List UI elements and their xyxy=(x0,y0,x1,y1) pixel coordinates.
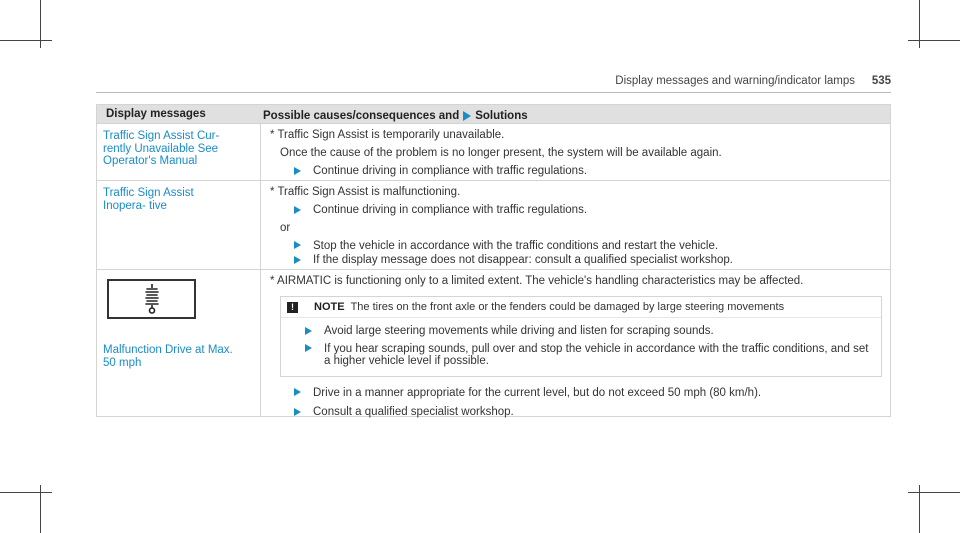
col-header-causes-label: Possible causes/consequences and xyxy=(263,109,460,122)
action-text: Avoid large steering movements while driving and listen for scraping sounds. xyxy=(324,325,714,337)
cause-text: * Traffic Sign Assist is malfunctioning. xyxy=(270,186,461,198)
action-item xyxy=(270,254,890,267)
table-header xyxy=(97,105,890,123)
crop-mark xyxy=(908,492,960,493)
table-row xyxy=(97,269,890,416)
note-text: The tires on the front axle or the fenders could be damaged by large steering movements xyxy=(350,301,785,313)
arrow-right-icon xyxy=(294,241,301,249)
display-messages-table xyxy=(96,104,891,417)
causes-solutions-cell xyxy=(260,124,890,180)
page-number: 535 xyxy=(871,75,891,87)
airmatic-suspension-icon xyxy=(107,279,196,319)
action-item xyxy=(270,240,890,253)
causes-solutions-cell xyxy=(260,181,890,269)
action-item xyxy=(270,406,890,419)
action-item xyxy=(281,343,881,368)
arrow-right-icon xyxy=(463,111,471,121)
col-header-solutions-label: Solutions xyxy=(475,109,528,122)
note-body xyxy=(281,317,881,376)
note-box xyxy=(280,296,882,377)
action-item xyxy=(270,165,890,178)
detail-text: Once the cause of the problem is no longer present, the system will be available again. xyxy=(280,147,722,159)
table-row xyxy=(97,123,890,180)
arrow-right-icon xyxy=(294,408,301,416)
arrow-right-icon xyxy=(305,344,312,352)
arrow-right-icon xyxy=(305,327,312,335)
action-text: If you hear scraping sounds, pull over and stop the vehicle in accordance with the traffic conditions, and set a higher vehicle level if possible. xyxy=(324,342,869,367)
running-header: Display messages and warning/indicator lamps xyxy=(615,75,855,87)
warning-icon: ! xyxy=(287,302,298,313)
col-header-display-messages: Display messages xyxy=(106,108,206,120)
action-text: If the display message does not disappear: consult a qualified specialist workshop. xyxy=(313,254,733,266)
display-message-text: Malfunction Drive at Max. 50 mph xyxy=(103,344,233,369)
note-label: NOTE xyxy=(314,301,345,313)
crop-mark xyxy=(908,40,960,41)
or-text: or xyxy=(280,221,291,234)
arrow-right-icon xyxy=(294,388,301,396)
action-item xyxy=(270,204,890,217)
action-text: Continue driving in compliance with traffic regulations. xyxy=(313,165,588,177)
header-rule xyxy=(96,92,891,93)
cause-text: * AIRMATIC is functioning only to a limited extent. The vehicle's handling characteristics may be affected. xyxy=(270,275,804,287)
table-row xyxy=(97,180,890,269)
display-message-text: Traffic Sign Assist Cur- rently Unavailable See Operator's Manual xyxy=(103,130,220,167)
arrow-right-icon xyxy=(294,206,301,214)
display-message xyxy=(97,270,260,416)
display-message xyxy=(97,124,260,180)
action-text: Consult a qualified specialist workshop. xyxy=(313,406,514,418)
crop-mark xyxy=(0,40,52,41)
action-text: Stop the vehicle in accordance with the traffic conditions and restart the vehicle. xyxy=(313,239,719,252)
action-text: Continue driving in compliance with traffic regulations. xyxy=(313,204,588,216)
airmatic-spring-icon xyxy=(144,284,160,314)
crop-mark xyxy=(0,492,52,493)
action-item xyxy=(270,387,890,400)
cause-text: * Traffic Sign Assist is temporarily unavailable. xyxy=(270,129,505,141)
action-item xyxy=(281,325,881,338)
action-text: Drive in a manner appropriate for the current level, but do not exceed 50 mph (80 km/h). xyxy=(313,386,762,399)
display-message-text: Traffic Sign Assist Inopera- tive xyxy=(103,187,194,212)
arrow-right-icon xyxy=(294,256,301,264)
display-message xyxy=(97,181,260,269)
note-header xyxy=(281,297,881,317)
col-header-causes xyxy=(260,105,890,123)
arrow-right-icon xyxy=(294,167,301,175)
causes-solutions-cell xyxy=(260,270,890,416)
